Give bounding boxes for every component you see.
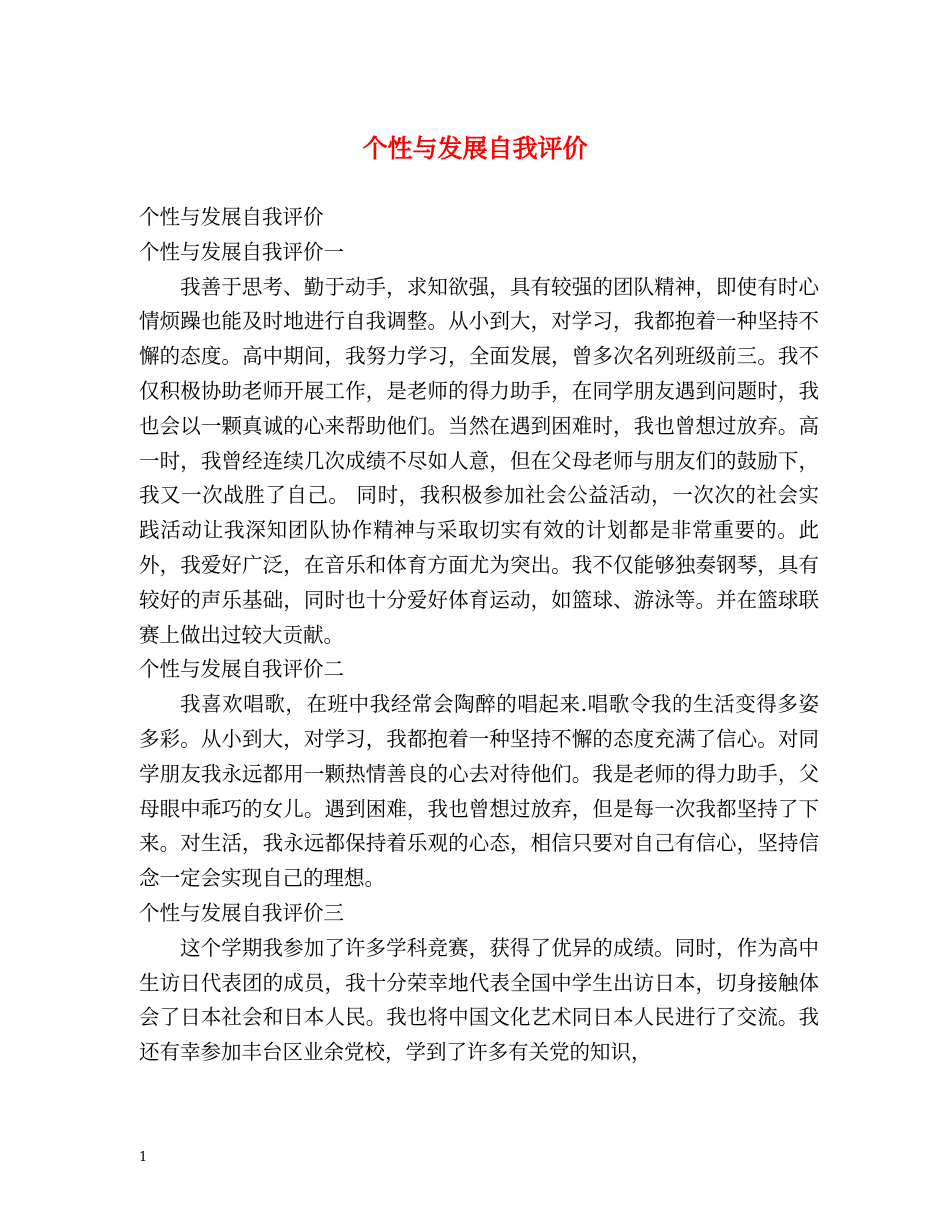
section-3-heading: 个性与发展自我评价三 <box>139 900 344 925</box>
page-number: 1 <box>139 1150 148 1165</box>
section-1-paragraph: 我善于思考、勤于动手，求知欲强，具有较强的团队精神，即使有时心情烦躁也能及时地进行自我调整。从小到大，对学习，我都抱着一种坚持不懈的态度。高中期间，我努力学习，全面发展，曾多次名列班级前三。我不仅积极协助老师开展工作，是老师的得力助手，在同学朋友遇到问题时，我也会以一颗真诚的心来帮助他们。当然在遇到困难时，我也曾想过放弃。高一时，我曾经连续几次成绩不尽如人意，但在父母老师与朋友们的鼓励下，我又一次战胜了自己。 同时，我积极参加社会公益活动，一次次的社会实践活动让我深知团队协作精神与采取切实有效的计划都是非常重要的。此外，我爱好广泛，在音乐和体育方面尤为突出。我不仅能够独奏钢琴，具有较好的声乐基础，同时也十分爱好体育运动，如篮球、游泳等。并在篮球联赛上做出过较大贡献。 <box>139 274 819 647</box>
section-1-heading: 个性与发展自我评价一 <box>139 239 344 264</box>
document-title: 个性与发展自我评价 <box>362 134 588 163</box>
section-2-heading: 个性与发展自我评价二 <box>139 657 344 682</box>
section-2-paragraph: 我喜欢唱歌，在班中我经常会陶醉的唱起来.唱歌令我的生活变得多姿多彩。从小到大，对学习，我都抱着一种坚持不懈的态度充满了信心。对同学朋友我永远都用一颗热情善良的心去对待他们。我是老师的得力助手，父母眼中乖巧的女儿。遇到困难，我也曾想过放弃，但是每一次我都坚持了下来。对生活，我永远都保持着乐观的心态，相信只要对自己有信心，坚持信念一定会实现自己的理想。 <box>139 692 819 891</box>
main-heading: 个性与发展自我评价 <box>139 205 324 229</box>
document-body <box>139 200 819 1070</box>
section-3-paragraph: 这个学期我参加了许多学科竞赛，获得了优异的成绩。同时，作为高中生访日代表团的成员，我十分荣幸地代表全国中学生出访日本，切身接触体会了日本社会和日本人民。我也将中国文化艺术同日本人民进行了交流。我还有幸参加丰台区业余党校，学到了许多有关党的知识， <box>139 935 819 1065</box>
